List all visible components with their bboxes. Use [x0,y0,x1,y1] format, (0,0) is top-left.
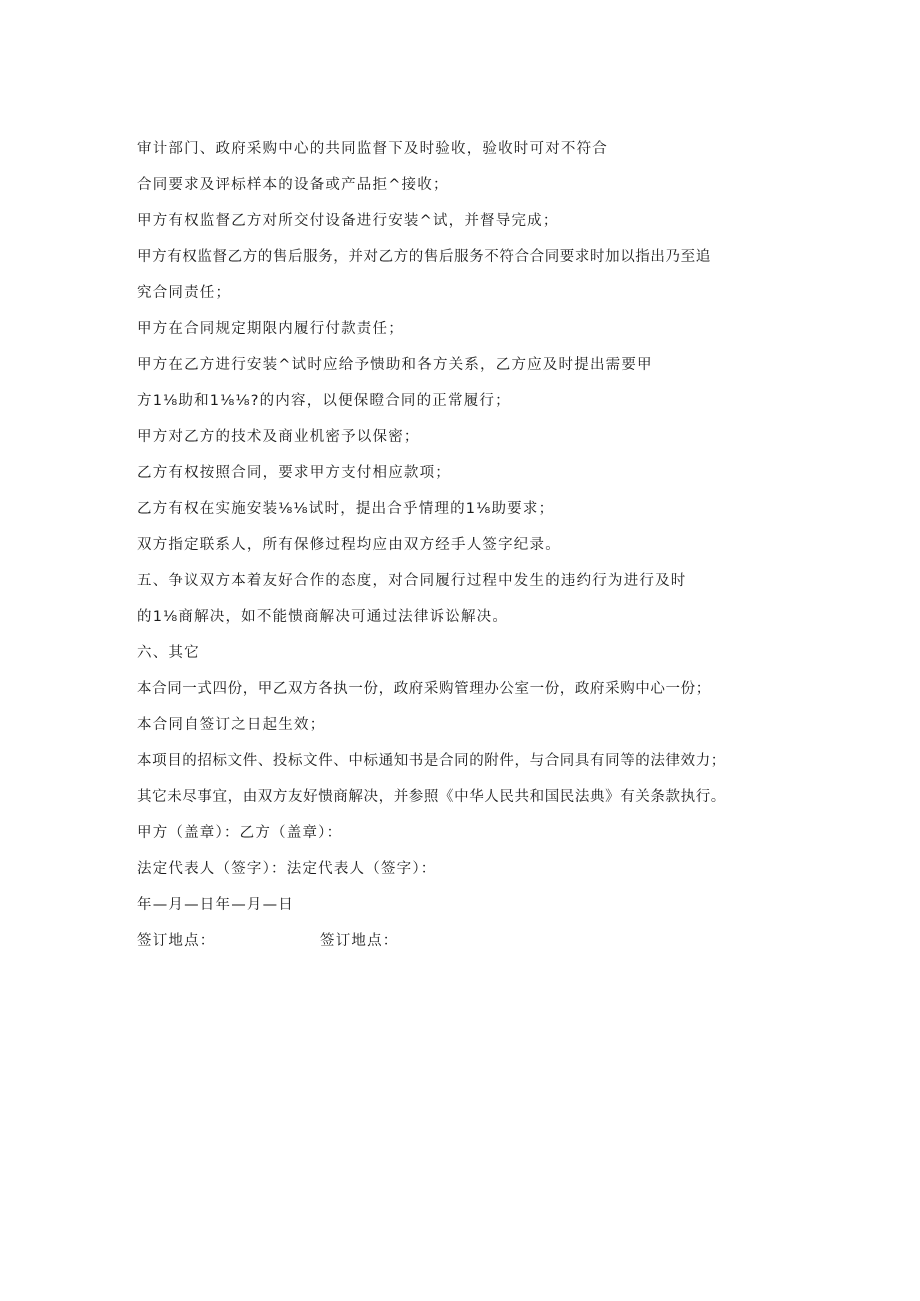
signing-place-party-b: 签订地点： [320,933,399,949]
text-line: 甲方在乙方进行安装^试时应给予愦助和各方关系，乙方应及时提出需要甲 [137,357,653,373]
text-line: 甲方对乙方的技术及商业机密予以保密； [137,429,420,445]
section-heading: 五、争议双方本着友好合作的态度，对合同履行过程中发生的违约行为进行及时 [137,573,687,589]
text-line: 本项目的招标文件、投标文件、中标通知书是合同的附件，与合同具有同等的法律效力； [137,753,726,769]
section-heading: 六、其它 [137,645,200,661]
text-line: 的1⅛商解决，如不能愦商解决可通过法律诉讼解决。 [137,609,509,625]
text-line: 双方指定联系人，所有保修过程均应由双方经手人签字纪录。 [137,537,561,553]
text-line: 甲方在合同规定期限内履行付款责任； [137,321,404,337]
signing-place-row [137,929,817,965]
signing-place-party-a: 签订地点： [137,933,216,949]
text-line: 合同要求及评标样本的设备或产品拒^接收； [137,177,449,193]
text-line: 本合同自签订之日起生效； [137,717,326,733]
text-line: 其它未尽事宜，由双方友好愦商解决，并参照《中华人民共和国民法典》有关条款执行。 [137,789,726,805]
text-line: 乙方有权按照合同，要求甲方支付相应款项； [137,465,451,481]
representative-signature-line: 法定代表人（签字）：法定代表人（签字）： [137,861,437,877]
text-line: 究合同责任； [137,285,232,301]
date-line: 年—月—日年—月—日 [137,897,294,913]
text-line: 审计部门、政府采购中心的共同监督下及时验收，验收时可对不符合 [137,141,608,157]
text-line: 甲方有权监督乙方对所交付设备进行安装^试，并督导完成； [137,213,559,229]
document-body [137,137,817,965]
text-line: 方1⅛助和1⅛⅛?的内容，以便保瞪合同的正常履行； [137,393,511,409]
seal-line: 甲方（盖章）：乙方（盖章）： [137,825,343,841]
text-line: 本合同一式四份，甲乙双方各执一份，政府采购管理办公室一份，政府采购中心一份； [137,681,711,697]
text-line: 甲方有权监督乙方的售后服务，并对乙方的售后服务不符合合同要求时加以指出乃至追 [137,249,711,265]
text-line: 乙方有权在实施安装⅛⅛试时，提出合乎情理的1⅛助要求； [137,501,555,517]
